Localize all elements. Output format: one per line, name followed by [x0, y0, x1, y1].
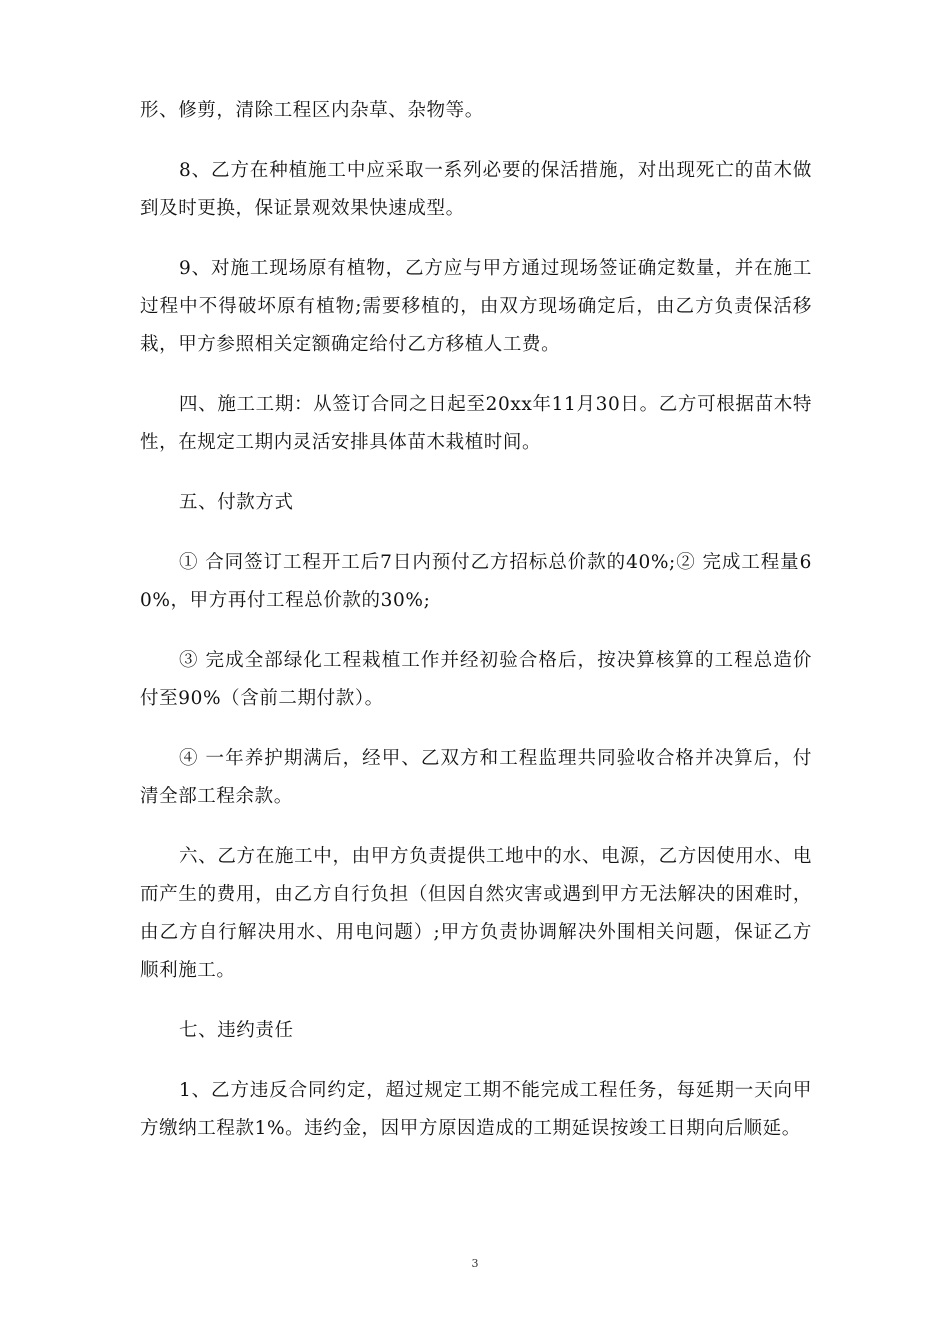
section-construction-period: 四、施工工期：从签订合同之日起至20xx年11月30日。乙方可根据苗木特性，在规定工期内灵活安排具体苗木栽植时间。: [140, 394, 812, 453]
paragraph-clause-9: 9、对施工现场原有植物，乙方应与甲方通过现场签证确定数量，并在施工过程中不得破坏原有植物;需要移植的，由双方现场确定后，由乙方负责保活移栽，甲方参照相关定额确定给付乙方移植人工费。: [140, 258, 812, 355]
document-body: [140, 92, 812, 1148]
paragraph-continuation: 形、修剪，清除工程区内杂草、杂物等。: [140, 100, 484, 121]
paragraph-payment-4: ④ 一年养护期满后，经甲、乙双方和工程监理共同验收合格并决算后，付清全部工程余款。: [140, 748, 812, 807]
page-number: 3: [471, 1257, 479, 1270]
paragraph-breach-1: 1、乙方违反合同约定，超过规定工期不能完成工程任务，每延期一天向甲方缴纳工程款1%。违约金，因甲方原因造成的工期延误按竣工日期向后顺延。: [140, 1080, 812, 1139]
paragraph-payment-1-2: ① 合同签订工程开工后7日内预付乙方招标总价款的40%;② 完成工程量60%，甲方再付工程总价款的30%;: [140, 552, 812, 611]
section-heading-breach: 七、违约责任: [179, 1020, 294, 1041]
paragraph-payment-3: ③ 完成全部绿化工程栽植工作并经初验合格后，按决算核算的工程总造价付至90%（含前二期付款）。: [140, 650, 812, 709]
paragraph-clause-8: 8、乙方在种植施工中应采取一系列必要的保活措施，对出现死亡的苗木做到及时更换，保证景观效果快速成型。: [140, 160, 812, 219]
section-utilities: 六、乙方在施工中，由甲方负责提供工地中的水、电源，乙方因使用水、电而产生的费用，由乙方自行负担（但因自然灾害或遇到甲方无法解决的困难时，由乙方自行解决用水、用电问题）;甲方负责协调解决外围相关问题，保证乙方顺利施工。: [140, 846, 812, 981]
section-heading-payment: 五、付款方式: [179, 492, 294, 513]
